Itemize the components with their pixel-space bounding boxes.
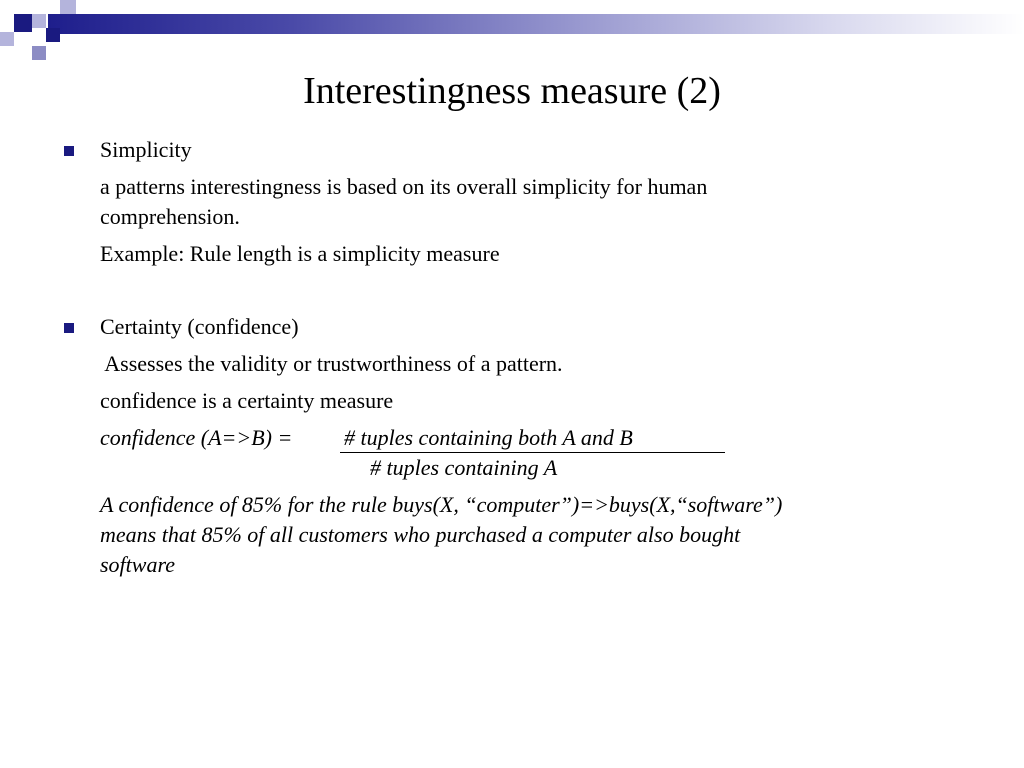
example-line-1: A confidence of 85% for the rule buys(X, “computer”)=>buys(X,“software”) <box>100 492 783 517</box>
formula-denominator: # tuples containing A <box>370 455 558 480</box>
example-line-3: software <box>100 552 175 577</box>
square-bullet-icon <box>64 146 74 156</box>
simplicity-line-1: a patterns interestingness is based on its overall simplicity for human <box>100 174 708 199</box>
slide-title: Interestingness measure (2) <box>303 70 721 112</box>
formula-numerator: # tuples containing both A and B <box>344 425 639 450</box>
bullet-heading-certainty: Certainty (confidence) <box>100 314 299 339</box>
certainty-line-1: Assesses the validity or trustworthiness of a pattern. <box>100 351 563 376</box>
bullet-heading-simplicity: Simplicity <box>100 137 192 162</box>
top-gradient-bar <box>48 14 1024 34</box>
simplicity-line-2: comprehension. <box>100 204 240 229</box>
simplicity-line-3: Example: Rule length is a simplicity measure <box>100 241 500 266</box>
certainty-line-2: confidence is a certainty measure <box>100 388 394 413</box>
formula-lhs: confidence (A=>B) = <box>100 425 298 450</box>
example-line-2: means that 85% of all customers who purchased a computer also bought <box>100 522 741 547</box>
square-bullet-icon <box>64 323 74 333</box>
